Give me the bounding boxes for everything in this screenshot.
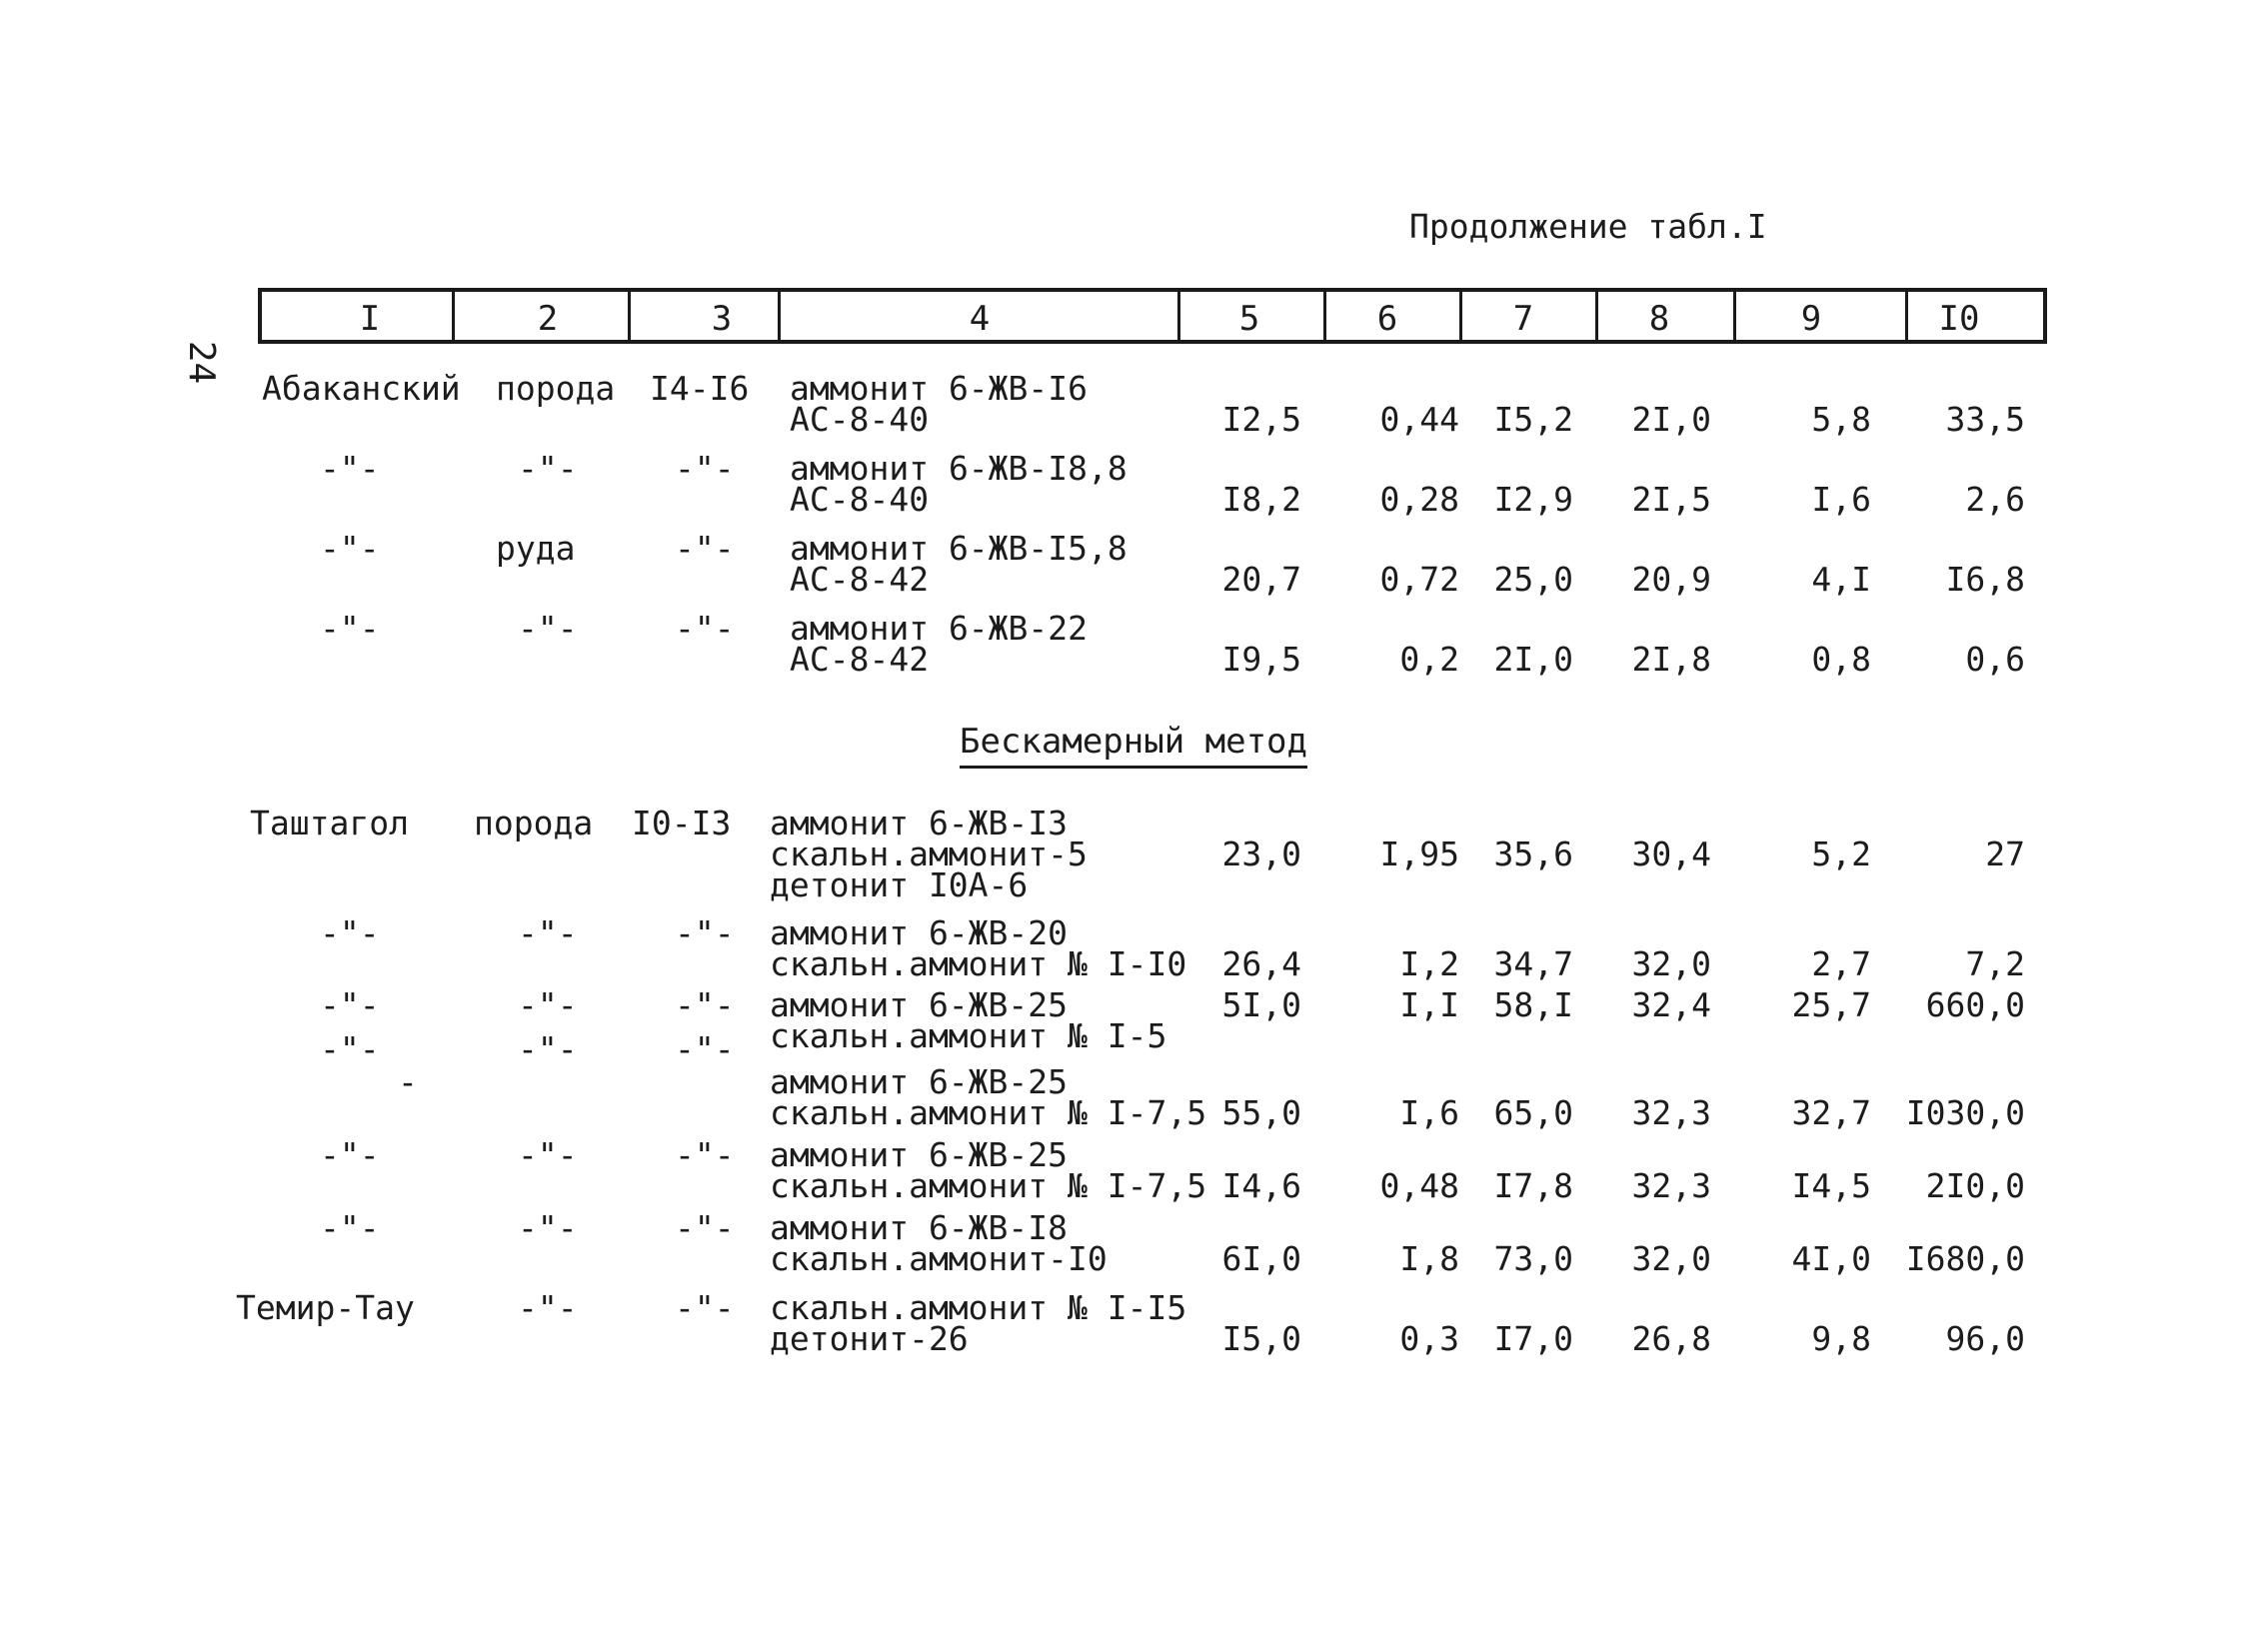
cell-v6: I,95	[1379, 834, 1459, 873]
page-number: 24	[181, 340, 223, 385]
cell-v7: 25,0	[1493, 560, 1573, 599]
cell-v7: 73,0	[1493, 1239, 1573, 1278]
cell-v10: 27	[1985, 834, 2025, 873]
cell-v6: 0,2	[1399, 640, 1459, 679]
cell-depth: -"-	[675, 1288, 735, 1327]
cell-v6: 0,72	[1379, 560, 1459, 599]
cell-depth: -"-	[675, 449, 735, 488]
cell-explosive: аммонит 6-ЖВ-I8,8	[790, 449, 1127, 488]
cell-depth: -"-	[675, 913, 735, 952]
cell-explosive: аммонит 6-ЖВ-I5,8	[790, 529, 1127, 568]
cell-v8: 32,3	[1631, 1166, 1711, 1205]
cell-mine: Темир-Тау	[236, 1288, 415, 1327]
cell-v5: I4,6	[1221, 1166, 1301, 1205]
cell-explosive: аммонит 6-ЖВ-25	[770, 1062, 1069, 1101]
cell-rock: -"-	[518, 913, 578, 952]
cell-depth: -"-	[675, 1029, 735, 1068]
cell-v9: 32,7	[1791, 1093, 1871, 1132]
cell-v7: 34,7	[1493, 944, 1573, 983]
cell-mine: Абаканский	[262, 369, 461, 408]
cell-v9: I,6	[1811, 480, 1871, 519]
cell-v8: 32,4	[1631, 985, 1711, 1024]
cell-v6: 0,28	[1379, 480, 1459, 519]
cell-mine: -"-	[320, 1135, 380, 1174]
cell-v9: 5,8	[1811, 400, 1871, 439]
cell-explosive: аммонит 6-ЖВ-I6	[790, 369, 1089, 408]
cell-v10: I030,0	[1905, 1093, 2025, 1132]
cell-mine: -"-	[320, 609, 380, 648]
cell-v10: I6,8	[1945, 560, 2025, 599]
cell-explosive: скальн.аммонит № I-I5	[770, 1288, 1187, 1327]
cell-v5: 23,0	[1221, 834, 1301, 873]
header-divider	[1733, 292, 1736, 340]
header-cell-col1: I	[359, 299, 381, 339]
cell-v8: 2I,0	[1631, 400, 1711, 439]
cell-mine: -"-	[320, 913, 380, 952]
header-divider	[778, 292, 781, 340]
cell-explosive: скальн.аммонит № I-7,5	[770, 1093, 1207, 1132]
cell-v9: 2,7	[1811, 944, 1871, 983]
cell-rock: -"-	[518, 1135, 578, 1174]
cell-depth: -"-	[675, 609, 735, 648]
cell-v10: 7,2	[1965, 944, 2025, 983]
cell-v5: 55,0	[1221, 1093, 1301, 1132]
cell-v5: 26,4	[1221, 944, 1301, 983]
cell-v9: I4,5	[1791, 1166, 1871, 1205]
cell-v6: 0,44	[1379, 400, 1459, 439]
header-divider	[1177, 292, 1180, 340]
cell-depth: -"-	[675, 1208, 735, 1247]
header-cell-col10: I0	[1938, 299, 1980, 339]
cell-v8: 20,9	[1631, 560, 1711, 599]
cell-v8: 30,4	[1631, 834, 1711, 873]
cell-v8: 32,0	[1631, 944, 1711, 983]
cell-depth: -"-	[675, 1135, 735, 1174]
cell-v10: 33,5	[1945, 400, 2025, 439]
cell-explosive: АС-8-42	[790, 560, 930, 599]
cell-v5: I2,5	[1221, 400, 1301, 439]
cell-rock: -"-	[518, 609, 578, 648]
header-divider	[1459, 292, 1462, 340]
cell-mine: -"-	[320, 1029, 380, 1068]
cell-rock: -"-	[518, 449, 578, 488]
cell-rock: порода	[496, 369, 616, 408]
cell-rock: -"-	[518, 985, 578, 1024]
cell-v7: I5,2	[1493, 400, 1573, 439]
cell-v10: I680,0	[1905, 1239, 2025, 1278]
cell-v10: 0,6	[1965, 640, 2025, 679]
cell-v9: 25,7	[1791, 985, 1871, 1024]
cell-v6: I,I	[1399, 985, 1459, 1024]
cell-v6: I,6	[1399, 1093, 1459, 1132]
cell-v5: 20,7	[1221, 560, 1301, 599]
cell-v7: I7,8	[1493, 1166, 1573, 1205]
header-cell-col2: 2	[537, 299, 559, 339]
cell-v5: I9,5	[1221, 640, 1301, 679]
cell-mine: -"-	[320, 449, 380, 488]
cell-rock: руда	[496, 529, 576, 568]
cell-depth: -"-	[675, 529, 735, 568]
cell-mine: Таштагол	[250, 804, 409, 842]
cell-v5: 6I,0	[1221, 1239, 1301, 1278]
cell-v6: 0,48	[1379, 1166, 1459, 1205]
cell-v6: I,2	[1399, 944, 1459, 983]
header-cell-col9: 9	[1800, 299, 1822, 339]
cell-v6: I,8	[1399, 1239, 1459, 1278]
cell-explosive: детонит-26	[770, 1319, 969, 1358]
table-caption: Продолжение табл.I	[1409, 207, 1767, 246]
cell-v7: 2I,0	[1493, 640, 1573, 679]
cell-v7: I7,0	[1493, 1319, 1573, 1358]
cell-v8: 32,3	[1631, 1093, 1711, 1132]
header-cell-col7: 7	[1512, 299, 1534, 339]
cell-v8: 26,8	[1631, 1319, 1711, 1358]
cell-v10: 96,0	[1945, 1319, 2025, 1358]
cell-explosive: скальн.аммонит № I-5	[770, 1016, 1167, 1055]
cell-v10: 2I0,0	[1925, 1166, 2025, 1205]
cell-v5: I5,0	[1221, 1319, 1301, 1358]
cell-v9: 0,8	[1811, 640, 1871, 679]
cell-depth: I0-I3	[632, 804, 732, 842]
header-divider	[1323, 292, 1326, 340]
cell-v7: I2,9	[1493, 480, 1573, 519]
cell-explosive: скальн.аммонит № I-7,5	[770, 1166, 1207, 1205]
header-divider	[452, 292, 455, 340]
cell-explosive: аммонит 6-ЖВ-20	[770, 913, 1069, 952]
cell-v8: 2I,5	[1631, 480, 1711, 519]
header-cell-col6: 6	[1376, 299, 1398, 339]
cell-rock: порода	[474, 804, 594, 842]
cell-v7: 35,6	[1493, 834, 1573, 873]
cell-depth: -"-	[675, 985, 735, 1024]
cell-explosive: аммонит 6-ЖВ-I8	[770, 1208, 1069, 1247]
header-divider	[1595, 292, 1598, 340]
cell-mine: -"-	[320, 529, 380, 568]
cell-rock: -"-	[518, 1288, 578, 1327]
cell-v8: 32,0	[1631, 1239, 1711, 1278]
cell-explosive: аммонит 6-ЖВ-I3	[770, 804, 1069, 842]
header-cell-col4: 4	[969, 299, 991, 339]
cell-v7: 65,0	[1493, 1093, 1573, 1132]
header-cell-col3: 3	[711, 299, 733, 339]
cell-v9: 4,I	[1811, 560, 1871, 599]
cell-v9: 9,8	[1811, 1319, 1871, 1358]
cell-v9: 5,2	[1811, 834, 1871, 873]
cell-rock: -"-	[518, 1208, 578, 1247]
cell-explosive: аммонит 6-ЖВ-25	[770, 1135, 1069, 1174]
cell-explosive: скальн.аммонит-I0	[770, 1239, 1108, 1278]
cell-v10: 660,0	[1925, 985, 2025, 1024]
cell-explosive: АС-8-40	[790, 400, 930, 439]
cell-v9: 4I,0	[1791, 1239, 1871, 1278]
cell-explosive: АС-8-42	[790, 640, 930, 679]
header-divider	[628, 292, 631, 340]
header-cell-col8: 8	[1648, 299, 1670, 339]
cell-explosive: скальн.аммонит-5	[770, 834, 1088, 873]
cell-explosive: аммонит 6-ЖВ-22	[790, 609, 1089, 648]
header-cell-col5: 5	[1238, 299, 1260, 339]
cell-explosive: детонит I0А-6	[770, 865, 1029, 904]
cell-mine: -"-	[320, 1208, 380, 1247]
cell-v6: 0,3	[1399, 1319, 1459, 1358]
cell-v8: 2I,8	[1631, 640, 1711, 679]
cell-rock: -"-	[518, 1029, 578, 1068]
cell-v10: 2,6	[1965, 480, 2025, 519]
cell-v7: 58,I	[1493, 985, 1573, 1024]
cell-explosive: АС-8-40	[790, 480, 930, 519]
cell-v5: I8,2	[1221, 480, 1301, 519]
cell-mine: -	[398, 1062, 418, 1101]
table-header	[258, 288, 2047, 344]
cell-v5: 5I,0	[1221, 985, 1301, 1024]
cell-explosive: скальн.аммонит № I-I0	[770, 944, 1187, 983]
cell-mine: -"-	[320, 985, 380, 1024]
header-divider	[1905, 292, 1908, 340]
cell-explosive: аммонит 6-ЖВ-25	[770, 985, 1069, 1024]
section-title: Бескамерный метод	[960, 722, 1307, 769]
cell-depth: I4-I6	[650, 369, 750, 408]
